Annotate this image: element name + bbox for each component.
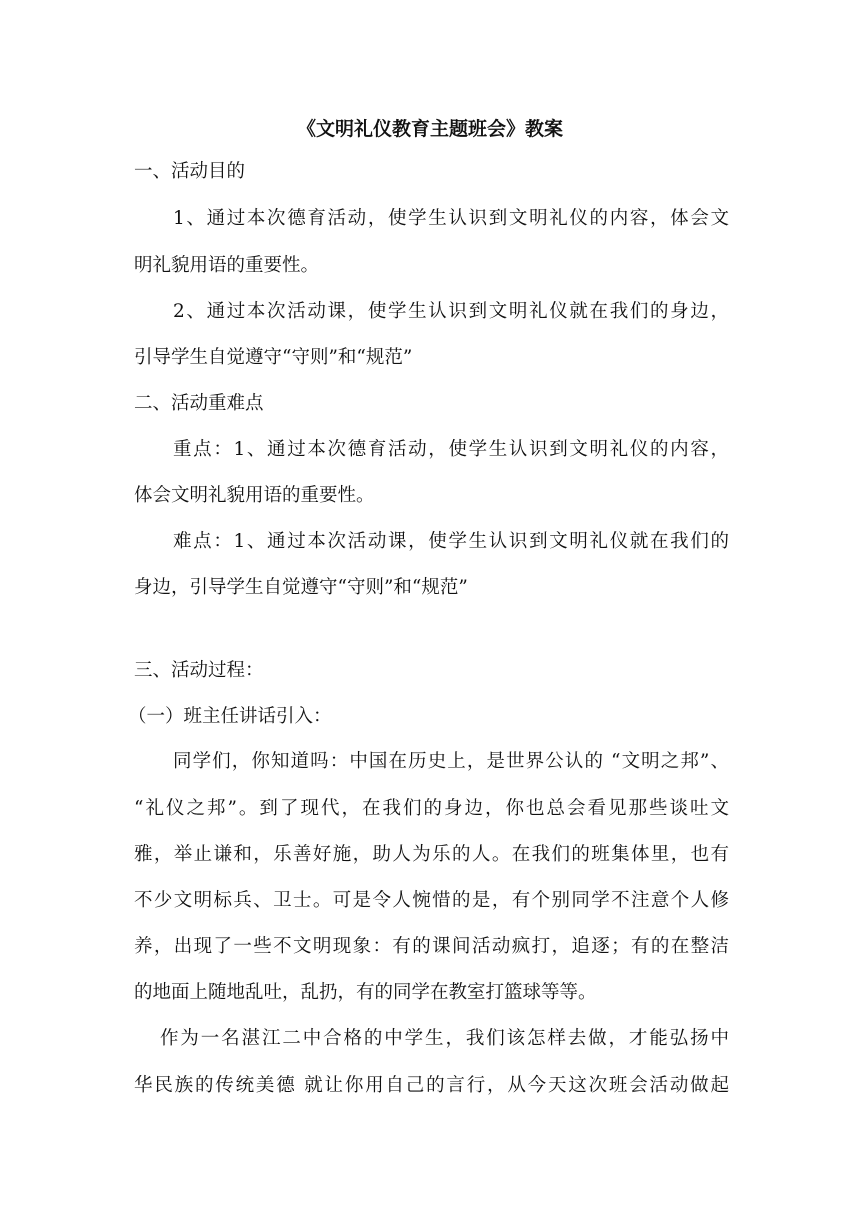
paragraph-1-line-6: 的地面上随地乱吐，乱扔，有的同学在教室打篮球等等。 bbox=[134, 982, 597, 1003]
paragraph-2-line-2: 华民族的传统美德 就让你用自己的言行，从今天这次班会活动做起 bbox=[134, 1075, 729, 1096]
paragraph-2-line-1: 作为一名湛江二中合格的中学生，我们该怎样去做，才能弘扬中 bbox=[160, 1028, 729, 1049]
paragraph-1-line-4: 不少文明标兵、卫士。可是令人惋惜的是，有个别同学不注意个人修 bbox=[134, 890, 729, 911]
section-heading-process: 三、活动过程： bbox=[134, 660, 264, 681]
difficult-point-line-1: 难点：1、通过本次活动课，使学生认识到文明礼仪就在我们的 bbox=[173, 531, 729, 552]
goal-item-2-line-2: 引导学生自觉遵守“守则”和“规范” bbox=[134, 347, 413, 368]
key-point-line-1: 重点：1、通过本次德育活动，使学生认识到文明礼仪的内容， bbox=[173, 439, 729, 460]
paragraph-1-line-3: 雅，举止谦和，乐善好施，助人为乐的人。在我们的班集体里，也有 bbox=[134, 844, 729, 865]
document-title: 《文明礼仪教育主题班会》教案 bbox=[296, 118, 563, 140]
paragraph-1-line-2: “礼仪之邦”。到了现代，在我们的身边，你也总会看见那些谈吐文 bbox=[134, 798, 729, 819]
section-heading-goals: 一、活动目的 bbox=[134, 161, 246, 182]
goal-item-2-line-1: 2、通过本次活动课，使学生认识到文明礼仪就在我们的身边， bbox=[173, 301, 729, 322]
goal-item-1-line-1: 1、通过本次德育活动，使学生认识到文明礼仪的内容，体会文 bbox=[173, 208, 729, 229]
section-heading-key-points: 二、活动重难点 bbox=[134, 393, 264, 414]
paragraph-1-line-1: 同学们，你知道吗：中国在历史上，是世界公认的 “文明之邦”、 bbox=[173, 751, 729, 772]
goal-item-1-line-2: 明礼貌用语的重要性。 bbox=[134, 255, 320, 276]
sub-heading-intro: （一）班主任讲话引入： bbox=[128, 706, 332, 727]
paragraph-1-line-5: 养，出现了一些不文明现象：有的课间活动疯打，追逐；有的在整洁 bbox=[134, 936, 729, 957]
key-point-line-2: 体会文明礼貌用语的重要性。 bbox=[134, 485, 375, 506]
difficult-point-line-2: 身边，引导学生自觉遵守“守则”和“规范” bbox=[134, 577, 468, 598]
